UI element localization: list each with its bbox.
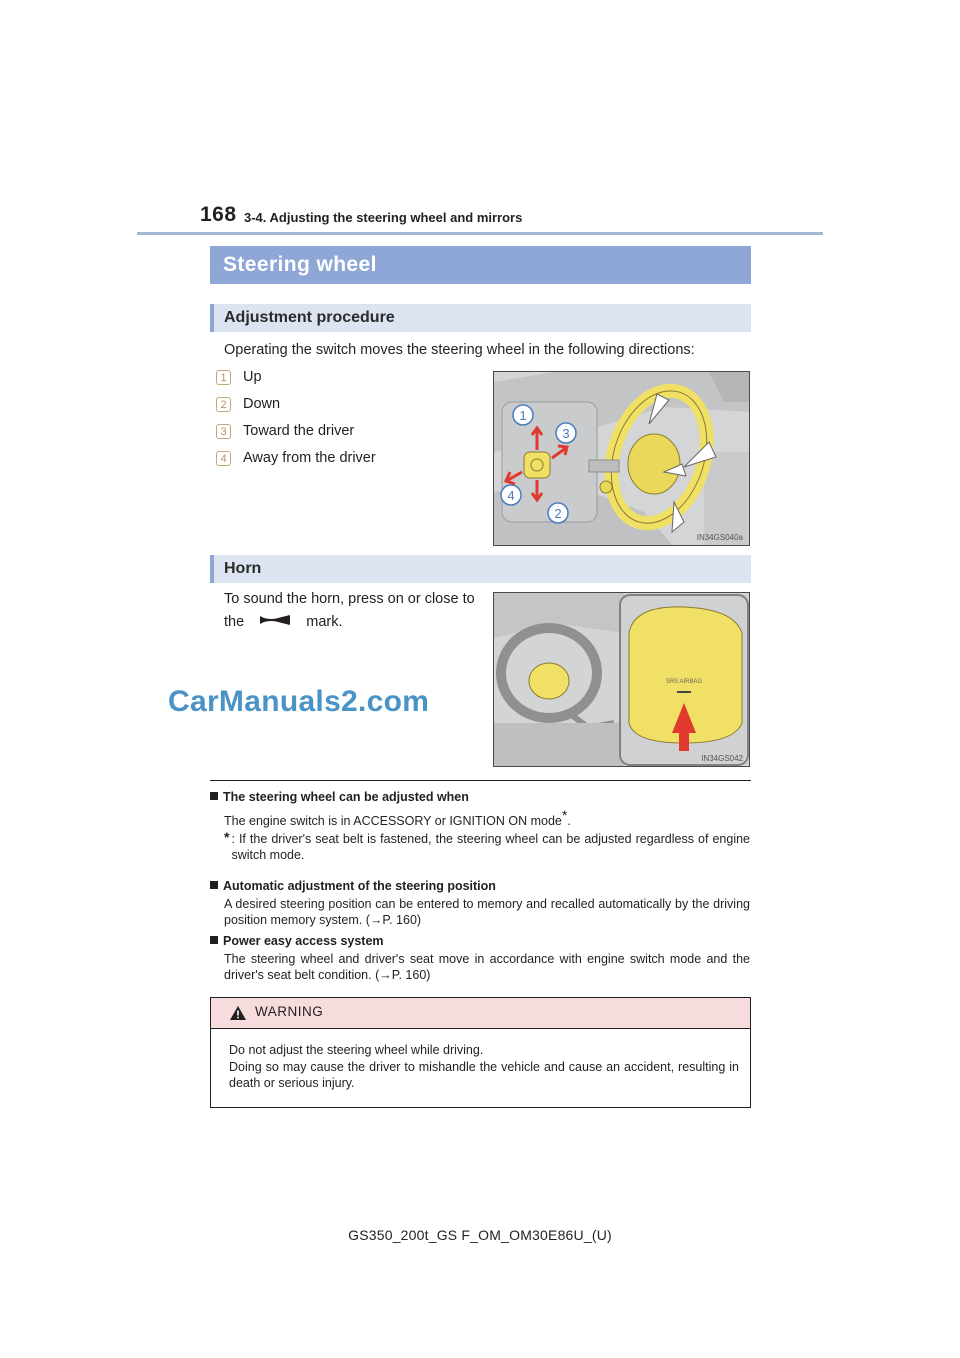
direction-toward-label: Toward the driver [243,423,355,439]
horn-icon [258,613,292,627]
svg-text:1: 1 [519,408,527,423]
svg-text:3: 3 [562,426,570,441]
note-body: The engine switch is in ACCESSORY or IGNITION ON mode*. [224,807,571,829]
note-heading: The steering wheel can be adjusted when [210,790,750,804]
note-footnote: * : If the driver's seat belt is fastened, the steering wheel can be adjusted regardless of engine switch mode. [224,829,750,863]
horn-heading-bar [210,555,751,583]
horn-text-line2: the mark. [224,614,343,630]
warning-line1: Do not adjust the steering wheel while driving. [229,1043,484,1057]
figure-code: IN34GS042 [701,754,743,763]
svg-text:2: 2 [554,506,562,521]
warning-triangle-icon [229,1005,247,1021]
direction-up-label: Up [243,369,262,385]
note-body: A desired steering position can be entered to memory and recalled automatically by the driving position memory system. (→P. 160) [224,897,750,928]
square-bullet-icon [210,881,218,889]
warning-body [229,1042,739,1092]
adjustment-heading: Adjustment procedure [224,309,395,326]
warning-header [211,998,750,1029]
section-title-bar [210,246,751,284]
square-bullet-icon [210,792,218,800]
direction-down-label: Down [243,396,281,412]
step-badge: 4 [216,451,231,466]
notes [210,790,750,983]
adjustment-intro: Operating the switch moves the steering wheel in the following directions: [224,342,695,358]
horn-heading: Horn [224,560,262,577]
horn-illustration [494,593,750,767]
square-bullet-icon [210,936,218,944]
note-heading: Power easy access system [210,934,750,948]
warning-box [210,997,751,1108]
figure-code: IN34GS040a [696,533,743,542]
section-reference: 3-4. Adjusting the steering wheel and mirrors [244,210,523,225]
step-badge: 3 [216,424,231,439]
steering-adjust-illustration [494,372,750,546]
warning-line2: Doing so may cause the driver to mishandle the vehicle and cause an accident, resulting in death or serious injury. [229,1059,739,1090]
watermark: CarManuals2.com [168,685,430,718]
header-rule [137,232,823,235]
warning-heading: WARNING [255,1004,324,1019]
note-body: The steering wheel and driver's seat move in accordance with engine switch mode and the driver's seat belt condition. (→P. 160) [224,952,750,983]
page-title: Steering wheel [223,253,377,276]
steering-adjust-figure [493,371,750,546]
horn-text-line1: To sound the horn, press on or close to [224,591,475,607]
svg-text:SRS AIRBAG: SRS AIRBAG [665,679,703,685]
direction-away-label: Away from the driver [243,450,376,466]
page-number: 168 [200,203,237,226]
adjustment-heading-bar [210,304,751,332]
svg-text:4: 4 [507,488,515,503]
note-heading: Automatic adjustment of the steering position [210,879,750,893]
step-badge: 2 [216,397,231,412]
horn-figure [493,592,750,767]
step-badge: 1 [216,370,231,385]
document-code-footer: GS350_200t_GS F_OM_OM30E86U_(U) [348,1227,612,1243]
section-divider [210,780,751,781]
